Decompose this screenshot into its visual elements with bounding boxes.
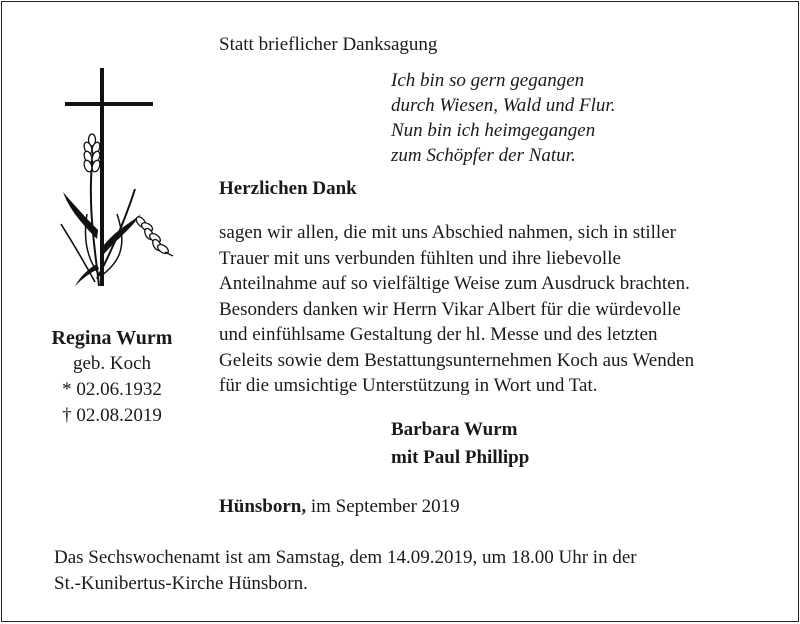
poem-line: Ich bin so gern gegangen (391, 70, 585, 91)
obituary-notice (1, 1, 799, 622)
body-line: Geleits sowie dem Bestattungsunternehmen Koch aus Wenden (219, 349, 695, 371)
poem-line: zum Schöpfer der Natur. (391, 145, 576, 166)
poem-line: durch Wiesen, Wald und Flur. (391, 95, 616, 116)
signers (391, 416, 529, 472)
footer-line: St.-Kunibertus-Kirche Hünsborn. (54, 573, 308, 594)
body-line: und einfühlsame Gestaltung der hl. Messe und des letzten (219, 324, 658, 345)
death-date: † 02.08.2019 (62, 405, 162, 426)
footer-line: Das Sechswochenamt ist am Samstag, dem 14.09.2019, um 18.00 Uhr in der (54, 547, 637, 568)
signer-name: Barbara Wurm (391, 419, 518, 440)
deceased-maiden-name: geb. Koch (72, 353, 152, 374)
body-text (219, 220, 694, 399)
poem (391, 68, 615, 168)
body-line: Anteilnahme auf so vielfältige Weise zum Ausdruck brachten. (219, 273, 690, 294)
body-line: für die umsichtige Unterstützung in Wort und Tat. (219, 375, 598, 396)
birth-date: * 02.06.1932 (62, 379, 162, 400)
footer (54, 545, 637, 597)
body-line: sagen wir allen, die mit uns Abschied nahmen, sich in stiller (219, 222, 676, 243)
poem-line: Nun bin ich heimgegangen (391, 120, 596, 141)
heading: Statt brieflicher Danksagung (219, 34, 438, 55)
deceased-name: Regina Wurm (51, 327, 173, 349)
date-text: im September 2019 (310, 496, 460, 517)
body-line: Trauer mit uns verbunden fühlten und ihre liebevolle (219, 247, 621, 269)
thanks-title: Herzlichen Dank (219, 178, 357, 199)
cross-with-wheat-icon (57, 64, 177, 294)
place-date (219, 496, 460, 518)
place: Hünsborn, (219, 496, 307, 517)
signer-name: mit Paul Phillipp (391, 447, 530, 468)
deceased-info (12, 325, 212, 429)
body-line: Besonders danken wir Herrn Vikar Albert für die würdevolle (219, 298, 681, 320)
